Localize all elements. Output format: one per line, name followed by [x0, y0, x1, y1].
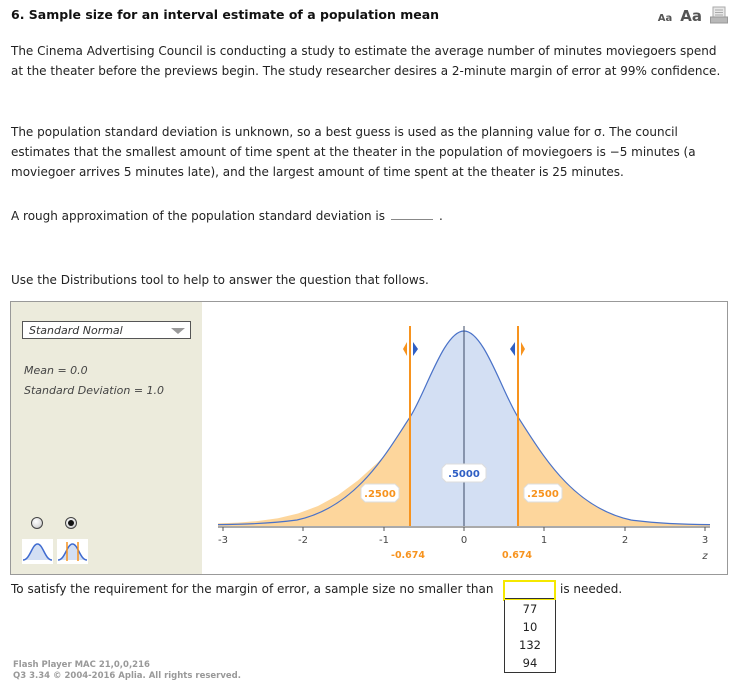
font-smaller-button[interactable]: Aa: [657, 13, 673, 24]
sample-size-question-suffix: is needed.: [560, 582, 623, 596]
print-icon[interactable]: [710, 6, 728, 24]
question-title: 6. Sample size for an interval estimate of a population mean: [11, 7, 440, 22]
toolbar: [658, 6, 728, 24]
footer: [13, 660, 241, 682]
tick-label: -1: [379, 535, 389, 546]
svg-text:.2500: .2500: [527, 489, 559, 500]
right-boundary-value: 0.674: [501, 550, 533, 561]
option-item[interactable]: 132: [519, 638, 541, 652]
x-axis-ticks: [223, 527, 705, 531]
left-area-badge: [361, 484, 399, 502]
sd-question: [11, 206, 729, 226]
tick-label: 1: [540, 535, 548, 546]
axis-variable-label: z: [702, 551, 708, 562]
sample-size-selected: [505, 582, 554, 599]
right-area-badge: [524, 484, 562, 502]
option-item[interactable]: 94: [522, 656, 538, 670]
sample-size-options: [504, 600, 556, 673]
distributions-tool: [10, 301, 728, 575]
mean-label: Mean = 0.0: [24, 364, 88, 377]
font-larger-button[interactable]: Aa: [680, 7, 702, 25]
center-area-badge: [442, 464, 486, 482]
tick-label: 3: [701, 535, 709, 546]
copyright: Q3 3.34 © 2004-2016 Aplia. All rights reserved.: [13, 671, 241, 681]
tick-label: -2: [298, 535, 308, 546]
flash-version: Flash Player MAC 21,0,0,216: [13, 660, 150, 670]
distribution-select-value: Standard Normal: [29, 324, 123, 337]
tick-label: -3: [218, 535, 228, 546]
option-item[interactable]: 10: [522, 620, 538, 634]
tick-label: 2: [621, 535, 629, 546]
right-tail-region: [518, 417, 710, 526]
tick-label: 0: [460, 535, 468, 546]
intro-paragraph: The Cinema Advertising Council is conducting a study to estimate the average number of minutes moviegoers spend at the theater before the previews begin. The study researcher desires a 2-minute margin of error at 99% confidence.: [11, 44, 721, 78]
normal-distribution-chart: [11, 302, 727, 574]
left-boundary-value: -0.674: [391, 550, 425, 561]
option-item[interactable]: 77: [522, 602, 538, 616]
svg-text:.5000: .5000: [448, 469, 480, 480]
sigma-paragraph: The population standard deviation is unknown, so a best guess is used as the planning value for σ. The council estimates that the smallest amount of time spent at the theater in the population of moviegoers is −5 minutes (a moviegoer arrives 5 minutes late), and the largest amount of time spent at the theater is 25 minutes.: [11, 125, 696, 179]
svg-text:.2500: .2500: [364, 489, 396, 500]
sd-question-period: .: [438, 209, 443, 223]
sd-answer-blank[interactable]: [391, 207, 433, 220]
sd-label: Standard Deviation = 1.0: [24, 384, 165, 397]
sample-size-dropdown[interactable]: [503, 580, 556, 601]
sd-question-text: A rough approximation of the population standard deviation is: [11, 209, 385, 223]
tool-instructions: Use the Distributions tool to help to answer the question that follows.: [11, 273, 429, 287]
sample-size-question: To satisfy the requirement for the margin of error, a sample size no smaller than: [11, 582, 494, 596]
